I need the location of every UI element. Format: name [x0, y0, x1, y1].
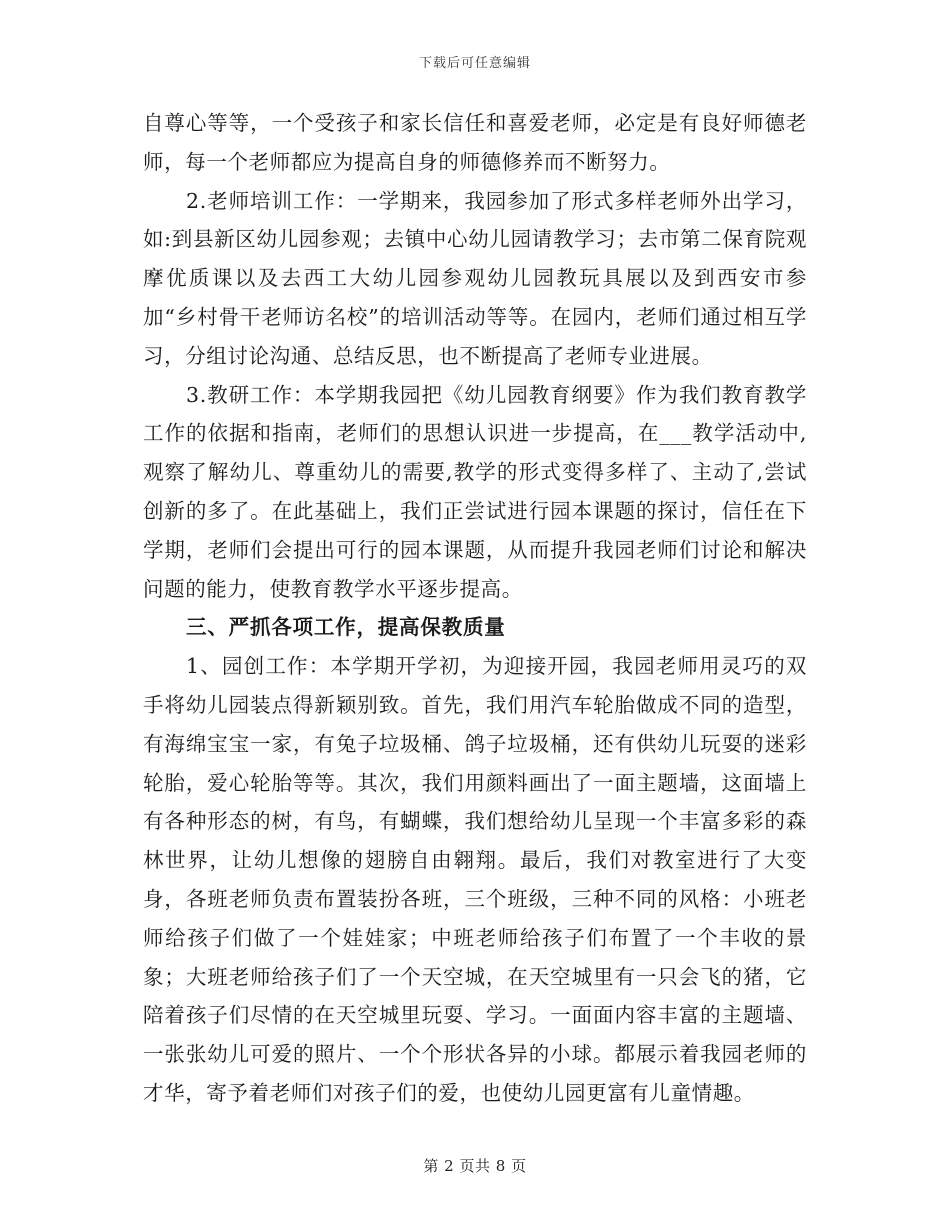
paragraph-teaching-research: 3.教研工作：本学期我园把《幼儿园教育纲要》作为我们教育教学工作的依据和指南，老师们的思想认识进一步提高，在___教学活动中,观察了解幼儿、尊重幼儿的需要,教学的形式变得多样了、主动了,尝试创新的多了。在此基础上，我们正尝试进行园本课题的探讨，信任在下学期，老师们会提出可行的园本课题，从而提升我园老师们讨论和解决问题的能力，使教育教学水平逐步提高。: [143, 382, 807, 601]
page-header: 下载后可任意编辑: [418, 56, 531, 71]
paragraph-teacher-training: 2.老师培训工作：一学期来，我园参加了形式多样老师外出学习，如:到县新区幼儿园参观；去镇中心幼儿园请教学习；去市第二保育院观摩优质课以及去西工大幼儿园参观幼儿园教玩具展以及到西安市参加“乡村骨干老师访名校”的培训活动等等。在园内，老师们通过相互学习，分组讨论沟通、总结反思，也不断提高了老师专业进展。: [143, 188, 807, 368]
section-heading: 三、严抓各项工作，提高保教质量: [186, 615, 506, 640]
document-body: [143, 104, 807, 1113]
paragraph-environment-creation: 1、园创工作：本学期开学初，为迎接开园，我园老师用灵巧的双手将幼儿园装点得新颖别致。首先，我们用汽车轮胎做成不同的造型，有海绵宝宝一家，有兔子垃圾桶、鸽子垃圾桶，还有供幼儿玩耍的迷彩轮胎，爱心轮胎等等。其次，我们用颜料画出了一面主题墙，这面墙上有各种形态的树，有鸟，有蝴蝶，我们想给幼儿呈现一个丰富多彩的森林世界，让幼儿想像的翅膀自由翱翔。最后，我们对教室进行了大变身，各班老师负责布置装扮各班，三个班级，三种不同的风格：小班老师给孩子们做了一个娃娃家；中班老师给孩子们布置了一个丰收的景象；大班老师给孩子们了一个天空城，在天空城里有一只会飞的猪，它陪着孩子们尽情的在天空城里玩耍、学习。一面面内容丰富的主题墙、一张张幼儿可爱的照片、一个个形状各异的小球。都展示着我园老师的才华，寄予着老师们对孩子们的爱，也使幼儿园更富有儿童情趣。: [143, 654, 807, 1105]
page-footer: 第 2 页共 8 页: [423, 1157, 527, 1175]
paragraph-continuation: 自尊心等等，一个受孩子和家长信任和喜爱老师，必定是有良好师德老师，每一个老师都应为提高自身的师德修养而不断努力。: [143, 111, 807, 174]
